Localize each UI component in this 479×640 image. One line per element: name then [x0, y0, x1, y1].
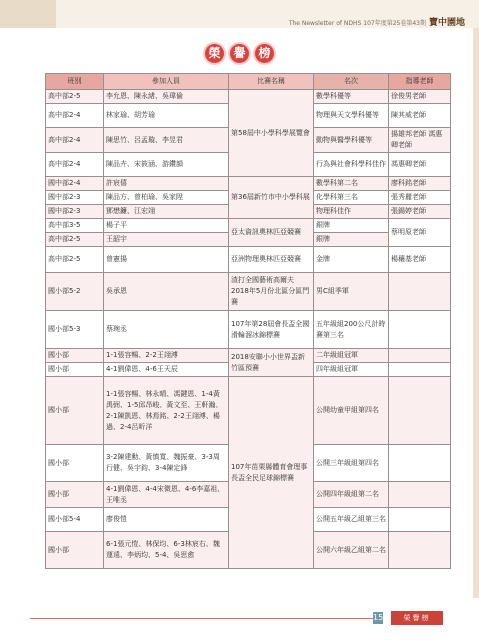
table-row: [46, 377, 451, 445]
table-row: [46, 219, 451, 233]
class-cell: 國小部5-4: [46, 508, 104, 532]
table-header-row: [46, 74, 451, 90]
teacher-cell: 廖科銘老師: [389, 177, 451, 191]
class-cell: 國小部: [46, 482, 104, 508]
rank-cell: 公開幼童甲組第四名: [314, 377, 389, 445]
participants-cell: 王韶宇: [104, 233, 229, 247]
col-header: 指導老師: [389, 74, 451, 90]
participants-cell: 廖俊愷: [104, 508, 229, 532]
col-header: 比賽名稱: [229, 74, 314, 90]
competition-cell: 107年苗栗縣體育會理事長盃全民足球錦標賽: [229, 377, 314, 569]
class-cell: 國中部2-3: [46, 205, 104, 219]
title-char: 榮: [205, 44, 224, 63]
col-header: 班別: [46, 74, 104, 90]
competition-cell: 2018安聯小小世界盃新竹區預賽: [229, 349, 314, 377]
class-cell: 高中部2-4: [46, 104, 104, 128]
rank-cell: 銀牌: [314, 219, 389, 233]
teacher-cell: 楊穰基老師: [389, 247, 451, 273]
teacher-cell: [389, 508, 451, 532]
page-header: [289, 15, 465, 28]
teacher-cell: [389, 311, 451, 349]
table-row: [46, 90, 451, 104]
table-row: [46, 177, 451, 191]
rank-cell: 公開六年級乙組第二名: [314, 532, 389, 569]
participants-cell: 曾憲揚: [104, 247, 229, 273]
participants-cell: 6-1張元愷、林保均、6-3林宸右、魏運遠、李炳均、5-4、吳思愈: [104, 532, 229, 569]
right-decorative-bar: [473, 28, 479, 598]
class-cell: 國小部5-2: [46, 273, 104, 311]
teacher-cell: [389, 445, 451, 482]
table-row: [46, 273, 451, 311]
class-cell: 國中部2-4: [46, 177, 104, 191]
participants-cell: 陳品方、曾柏瑜、吳家陞: [104, 191, 229, 205]
participants-cell: 4-1劉偉恩、4-6王天辰: [104, 363, 229, 377]
class-cell: 高中部2-5: [46, 247, 104, 273]
class-cell: 國小部5-3: [46, 311, 104, 349]
section-title: 寶中園地: [428, 18, 465, 28]
competition-cell: 渣打全國藝術高爾夫2018年5月份北區分區門賽: [229, 273, 314, 311]
participants-cell: 蔡琬丞: [104, 311, 229, 349]
class-cell: 國小部: [46, 532, 104, 569]
teacher-cell: 陳其威老師: [389, 104, 451, 128]
class-cell: 高中部2-4: [46, 153, 104, 177]
participants-cell: 楊子平: [104, 219, 229, 233]
participants-cell: 吳承恩: [104, 273, 229, 311]
teacher-cell: [389, 363, 451, 377]
col-header: 名次: [314, 74, 389, 90]
rank-cell: 男C組季軍: [314, 273, 389, 311]
competition-cell: 亞太資訊奧林匹亞競賽: [229, 219, 314, 247]
teacher-cell: [389, 349, 451, 363]
footer-rule: [30, 618, 377, 619]
footer-section-tag: 榮譽榜: [391, 611, 443, 625]
col-header: 參加人員: [104, 74, 229, 90]
teacher-cell: [389, 377, 451, 445]
participants-cell: 4-1劉偉恩、4-4宋微恩、4-6李嘉祖、王唯丞: [104, 482, 229, 508]
class-cell: 高中部3-5: [46, 219, 104, 233]
teacher-cell: 張秀麗老師: [389, 191, 451, 205]
competition-cell: 亞洲物理奧林匹亞競賽: [229, 247, 314, 273]
teacher-cell: 徐俊男老師: [389, 90, 451, 104]
top-band-accent: [0, 0, 56, 28]
rank-cell: 化學科第三名: [314, 191, 389, 205]
participants-cell: 陳思竹、呂孟璇、李昱君: [104, 128, 229, 153]
teacher-cell: 蔡明原老師: [389, 219, 451, 247]
class-cell: 國小部: [46, 363, 104, 377]
participants-cell: 1-1張容暢、林永晴、馮鍵恩、1-4黃禹弼、1-5邱昂峻、黃文至、王軒瀚、2-1陳凱恩、林焉銘、2-2王翊溥、楊過、2-4呂昕洋: [104, 377, 229, 445]
class-cell: 高中部2-4: [46, 128, 104, 153]
teacher-cell: [389, 532, 451, 569]
class-cell: 國小部: [46, 445, 104, 482]
rank-cell: 動物與醫學科優等: [314, 128, 389, 153]
rank-cell: 二年級組冠軍: [314, 349, 389, 363]
rank-cell: 五年級組200公尺計時賽第三名: [314, 311, 389, 349]
honor-roll-title: [0, 42, 479, 63]
teacher-cell: 揚雄邦老師 馮惠卿老師: [389, 128, 451, 153]
teacher-cell: 張錫婷老師: [389, 205, 451, 219]
rank-cell: 四年級組冠軍: [314, 363, 389, 377]
participants-cell: 3-2陳建勳、黃慎寬、魏振豪、3-3周行健、吳宇鈞、3-4陳定鋒: [104, 445, 229, 482]
rank-cell: 公開三年級組第四名: [314, 445, 389, 482]
class-cell: 高中部2-5: [46, 233, 104, 247]
title-char: 榜: [255, 44, 274, 63]
rank-cell: 數學科優等: [314, 90, 389, 104]
class-cell: 國小部: [46, 377, 104, 445]
rank-cell: 數學科第二名: [314, 177, 389, 191]
rank-cell: 公開四年級組第二名: [314, 482, 389, 508]
newsletter-title: The Newsletter of NDHS 107年度第25卷第43期: [288, 20, 426, 27]
participants-cell: 林家瑜、胡芳瑜: [104, 104, 229, 128]
honor-roll-table: [45, 73, 451, 569]
participants-cell: 陳品卉、宋筱涵、游鑽韻: [104, 153, 229, 177]
page-footer: [0, 611, 479, 625]
rank-cell: 行為與社會科學科佳作: [314, 153, 389, 177]
teacher-cell: [389, 482, 451, 508]
rank-cell: 金牌: [314, 247, 389, 273]
participants-cell: 許宸僖: [104, 177, 229, 191]
table-row: [46, 311, 451, 349]
title-char: 譽: [230, 44, 249, 63]
class-cell: 國小部: [46, 349, 104, 363]
participants-cell: 李允恩、陳永緒、吳瑋倫: [104, 90, 229, 104]
participants-cell: 鄧懋鐮、江宏翊: [104, 205, 229, 219]
rank-cell: 銀牌: [314, 233, 389, 247]
rank-cell: 物理與天文學科優等: [314, 104, 389, 128]
class-cell: 高中部2-5: [46, 90, 104, 104]
teacher-cell: [389, 273, 451, 311]
table-row: [46, 247, 451, 273]
competition-cell: 107年第28屆會長盃全國滑輪溜冰錦標賽: [229, 311, 314, 349]
teacher-cell: 馮惠卿老師: [389, 153, 451, 177]
competition-cell: 第36屆新竹市中小學科展: [229, 177, 314, 219]
rank-cell: 公開五年級乙組第三名: [314, 508, 389, 532]
table-row: [46, 349, 451, 363]
page-number: 15: [373, 613, 384, 622]
rank-cell: 物理科佳作: [314, 205, 389, 219]
competition-cell: 第58屆中小學科學展覽會: [229, 90, 314, 177]
participants-cell: 1-1張容暢、2-2王翊溥: [104, 349, 229, 363]
class-cell: 國中部2-3: [46, 191, 104, 205]
